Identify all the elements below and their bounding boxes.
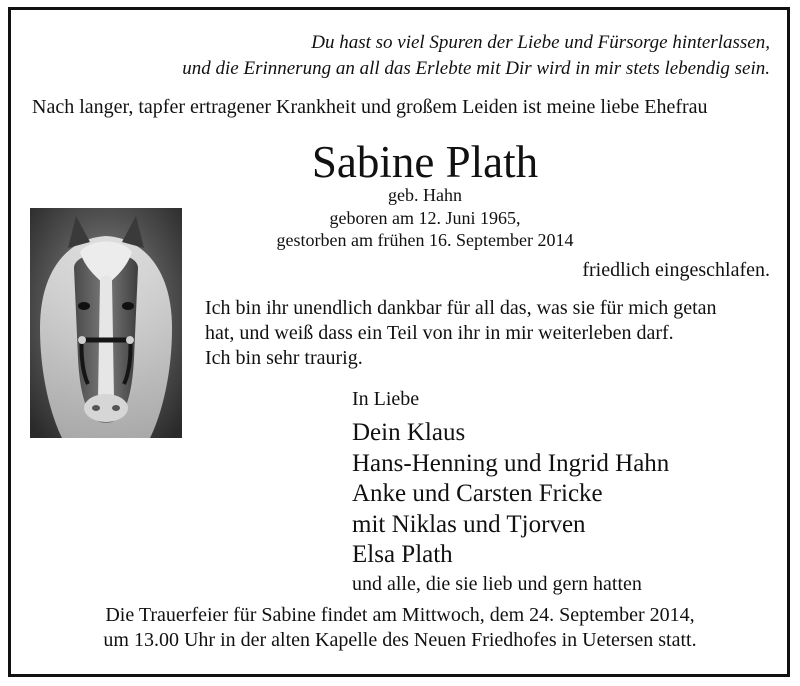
service-line: um 13.00 Uhr in der alten Kapelle des Neuen Friedhofes in Uetersen statt.: [103, 629, 697, 651]
mourner-name: Elsa Plath: [352, 541, 453, 568]
poem-line: Du hast so viel Spuren der Liebe und Fürsorge hinterlassen,: [311, 32, 770, 53]
thanks-line: hat, und weiß dass ein Teil von ihr in mir weiterleben darf.: [205, 322, 674, 344]
others-line: und alle, die sie lieb und gern hatten: [352, 573, 642, 595]
birth-name: geb. Hahn: [388, 185, 462, 205]
thanks-text: [205, 296, 775, 371]
memorial-poem: [70, 30, 770, 82]
mourner-name: Dein Klaus: [352, 419, 466, 446]
poem-line: und die Erinnerung an all das Erlebte mit Dir wird in mir stets lebendig sein.: [182, 58, 770, 79]
thanks-line: Ich bin ihr unendlich dankbar für all das, was sie für mich getan: [205, 297, 717, 319]
funeral-service-info: [30, 603, 770, 653]
service-line: Die Trauerfeier für Sabine findet am Mittwoch, dem 24. September 2014,: [105, 604, 695, 626]
mourner-name: Hans-Henning und Ingrid Hahn: [352, 449, 670, 477]
death-date: gestorben am frühen 16. September 2014: [276, 230, 574, 250]
intro-text: Nach langer, tapfer ertragener Krankheit und großem Leiden ist meine liebe Ehefrau: [32, 96, 708, 118]
thanks-line: Ich bin sehr traurig.: [205, 347, 363, 369]
horse-portrait-photo: [30, 208, 182, 438]
birth-date: geboren am 12. Juni 1965,: [329, 208, 521, 228]
mourner-name: Anke und Carsten Fricke: [352, 480, 603, 507]
signoff: In Liebe: [352, 388, 420, 410]
mourner-names: [352, 418, 669, 571]
deceased-name: Sabine Plath: [311, 137, 539, 187]
mourner-name: mit Niklas und Tjorven: [352, 510, 586, 538]
closing-phrase: friedlich eingeschlafen.: [582, 259, 770, 281]
